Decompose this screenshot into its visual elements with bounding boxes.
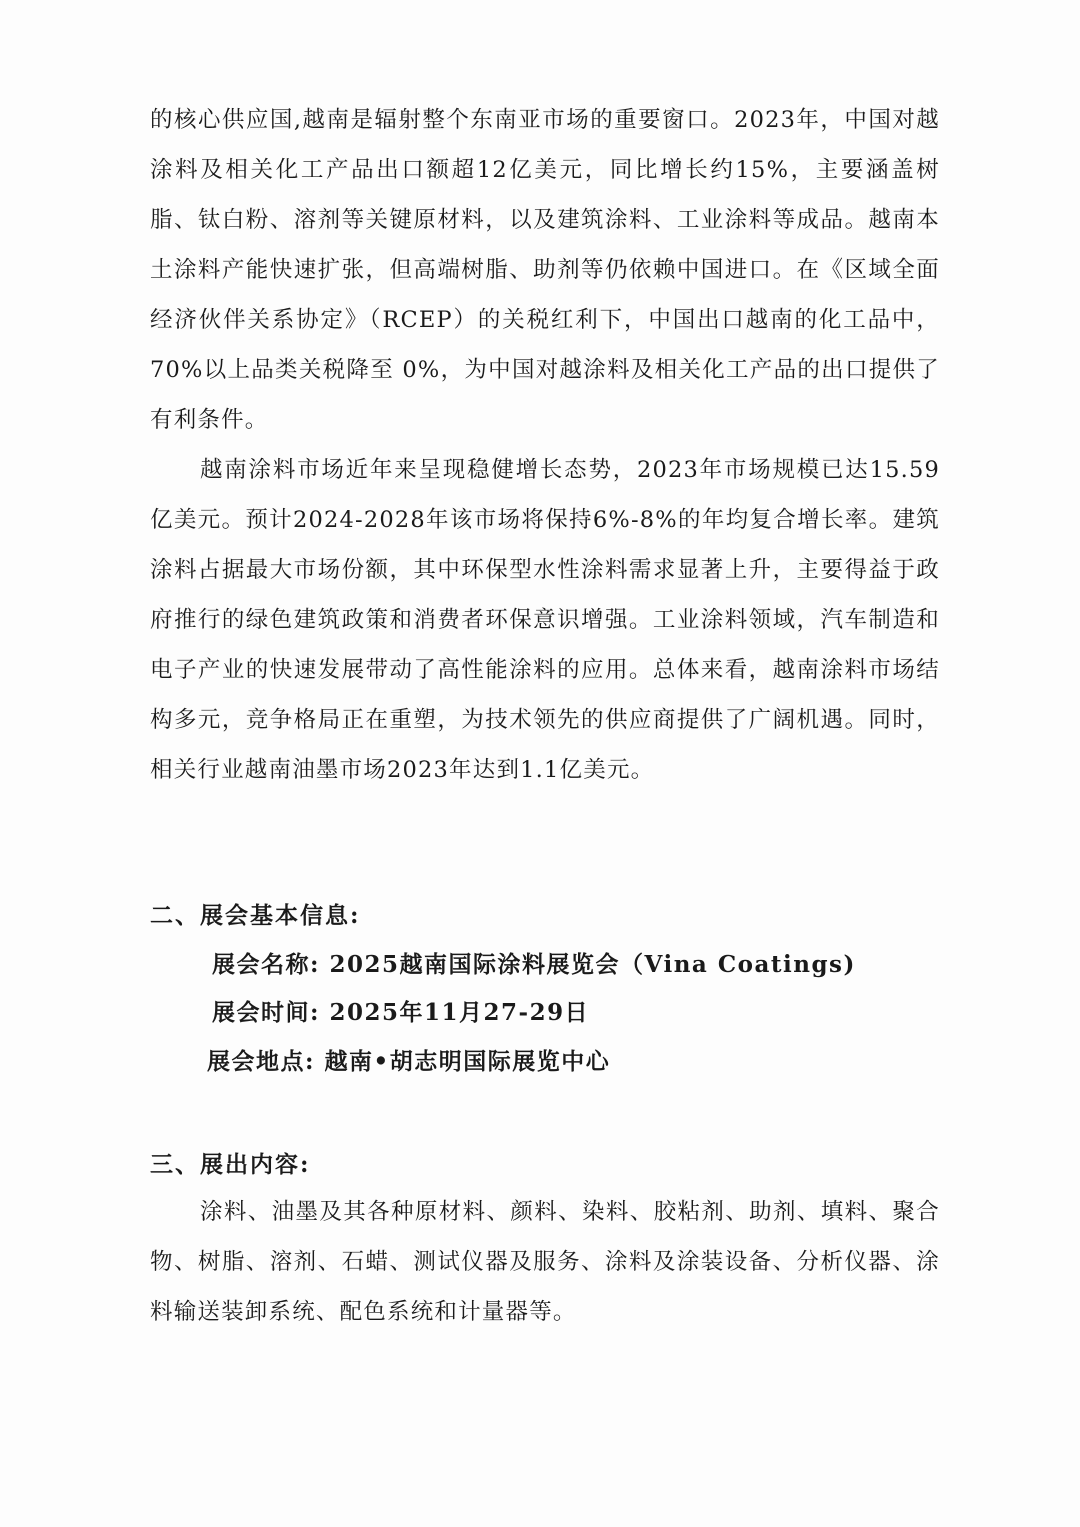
exhibition-time-value: 2025年11月27-29日: [329, 999, 590, 1026]
section-heading-exhibit-scope: 三、展出内容:: [150, 1151, 311, 1178]
exhibition-name-line: [212, 940, 856, 990]
market-paragraph-1: 的核心供应国,越南是辐射整个东南亚市场的重要窗口。2023年，中国对越涂料及相关化工产品出口额超12亿美元，同比增长约15%，主要涵盖树脂、钛白粉、溶剂等关键原材料，以及建筑涂料、工业涂料等成品。越南本土涂料产能快速扩张，但高端树脂、助剂等仍依赖中国进口。在《区域全面经济伙伴关系协定》（RCEP）的关税红利下，中国出口越南的化工品中，70%以上品类关税降至 0%，为中国对越涂料及相关化工产品的出口提供了有利条件。: [150, 107, 940, 433]
exhibition-venue-value: 越南•胡志明国际展览中心: [324, 1048, 611, 1075]
exhibition-name-value: 2025越南国际涂料展览会（Vina Coatings): [329, 951, 856, 978]
exhibit-scope-paragraph: 涂料、油墨及其各种原材料、颜料、染料、胶粘剂、助剂、填料、聚合物、树脂、溶剂、石蜡、测试仪器及服务、涂料及涂装设备、分析仪器、涂料输送装卸系统、配色系统和计量器等。: [150, 1199, 940, 1325]
exhibition-name-label: 展会名称:: [212, 951, 320, 978]
exhibition-venue-line: [207, 1037, 610, 1087]
exhibition-venue-label: 展会地点:: [207, 1048, 315, 1075]
market-paragraph-2: 越南涂料市场近年来呈现稳健增长态势，2023年市场规模已达15.59亿美元。预计2024-2028年该市场将保持6%-8%的年均复合增长率。建筑涂料占据最大市场份额，其中环保型水性涂料需求显著上升，主要得益于政府推行的绿色建筑政策和消费者环保意识增强。工业涂料领域，汽车制造和电子产业的快速发展带动了高性能涂料的应用。总体来看，越南涂料市场结构多元，竞争格局正在重塑，为技术领先的供应商提供了广阔机遇。同时，相关行业越南油墨市场2023年达到1.1亿美元。: [150, 457, 940, 783]
exhibition-time-line: [212, 988, 589, 1038]
section-heading-exhibition-info: 二、展会基本信息:: [150, 902, 361, 929]
exhibition-time-label: 展会时间:: [212, 999, 320, 1026]
